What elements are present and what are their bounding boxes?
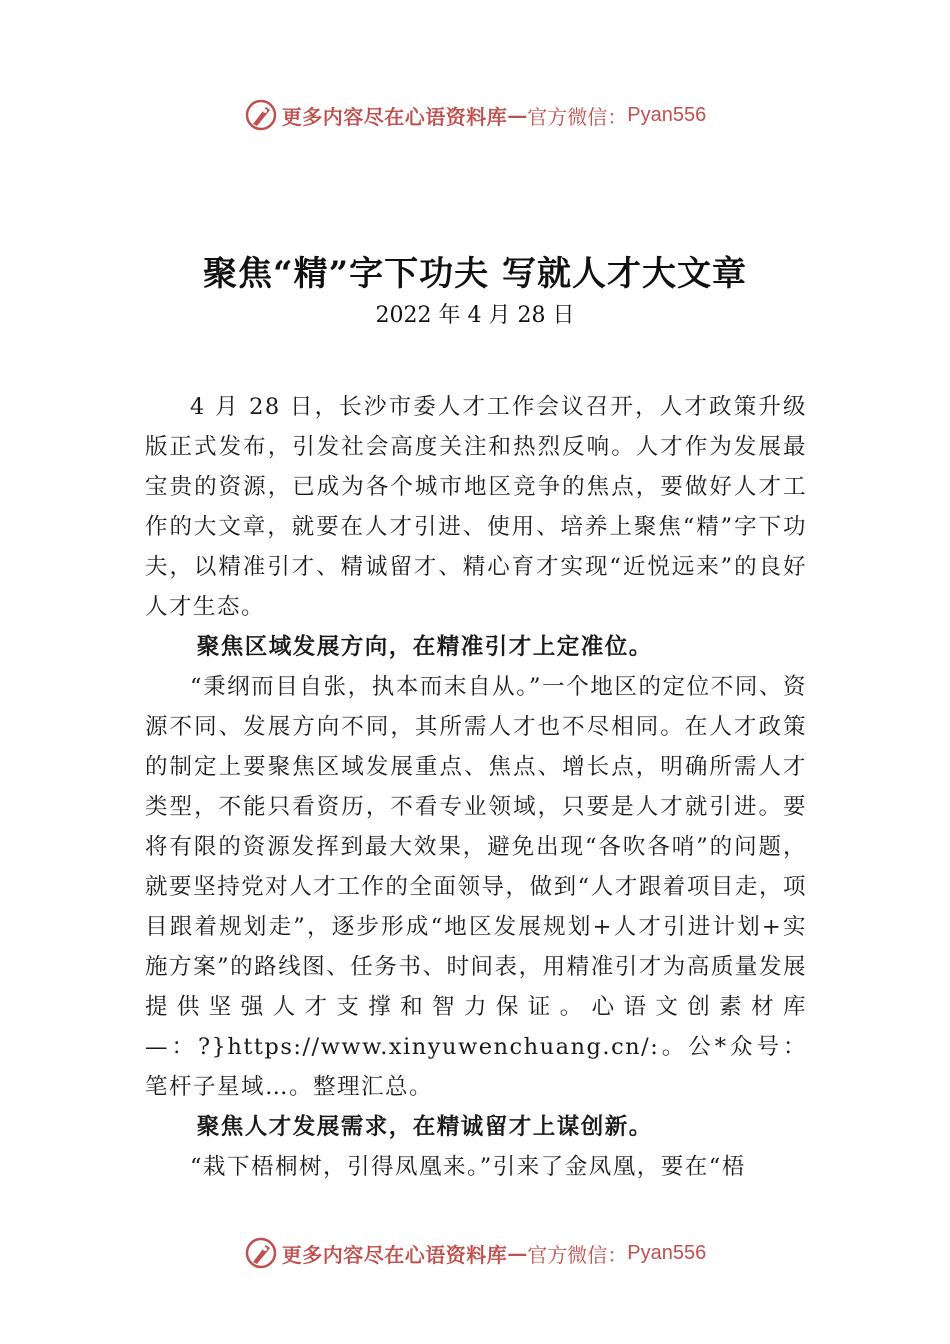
section-paragraph-1: “秉纲而目自张，执本而末自从。”一个地区的定位不同、资源不同、发展方向不同，其所需人才也不尽相同。在人才政策的制定上要聚焦区域发展重点、焦点、增长点，明确所需人才类型，不能只看资历，不看专业领域，只要是人才就引进。要将有限的资源发挥到最大效果，避免出现“各吹各哨”的问题，就要坚持党对人才工作的全面领导，做到“人才跟着项目走，项目跟着规划走”，逐步形成“地区发展规划+人才引进计划+实施方案”的路线图、任务书、时间表，用精准引才为高质量发展提供坚强人才支撑和智力保证。心语文创素材库—：?}https://www.xinyuwenchuang.cn/:。公*众号：笔杆子星域…。整理汇总。 — [145, 674, 807, 1100]
section-paragraph-2: “栽下梧桐树，引得凤凰来。”引来了金凤凰，要在“梧 — [190, 1154, 746, 1180]
banner-wechat-label: 官方微信： — [527, 104, 628, 129]
banner-text: 更多内容尽在心语资料库 — [281, 104, 508, 129]
banner-separator: — — [507, 103, 528, 127]
document-body — [145, 387, 807, 1187]
document-date: 2022 年 4 月 28 日 — [375, 303, 575, 328]
banner-wechat-label: 官方微信： — [527, 1242, 628, 1267]
header-banner — [0, 95, 950, 135]
pen-nib-logo-icon — [244, 1236, 278, 1270]
banner-wechat-id: Pyan556 — [627, 103, 707, 126]
section-heading-1: 聚焦区域发展方向，在精准引才上定准位。 — [196, 634, 653, 660]
banner-wechat-id: Pyan556 — [627, 1241, 707, 1264]
footer-banner — [0, 1233, 950, 1273]
intro-paragraph: 4 月 28 日，长沙市委人才工作会议召开，人才政策升级版正式发布，引发社会高度关注和热烈反响。人才作为发展最宝贵的资源，已成为各个城市地区竞争的焦点，要做好人才工作的大文章，就要在人才引进、使用、培养上聚焦“精”字下功夫，以精准引才、精诚留才、精心育才实现“近悦远来”的良好人才生态。 — [145, 394, 807, 620]
pen-nib-logo-icon — [244, 98, 278, 132]
section-heading-2: 聚焦人才发展需求，在精诚留才上谋创新。 — [196, 1114, 653, 1140]
banner-text: 更多内容尽在心语资料库 — [281, 1242, 508, 1267]
banner-separator: — — [507, 1241, 528, 1265]
document-title: 聚焦“精”字下功夫 写就人才大文章 — [203, 254, 747, 294]
